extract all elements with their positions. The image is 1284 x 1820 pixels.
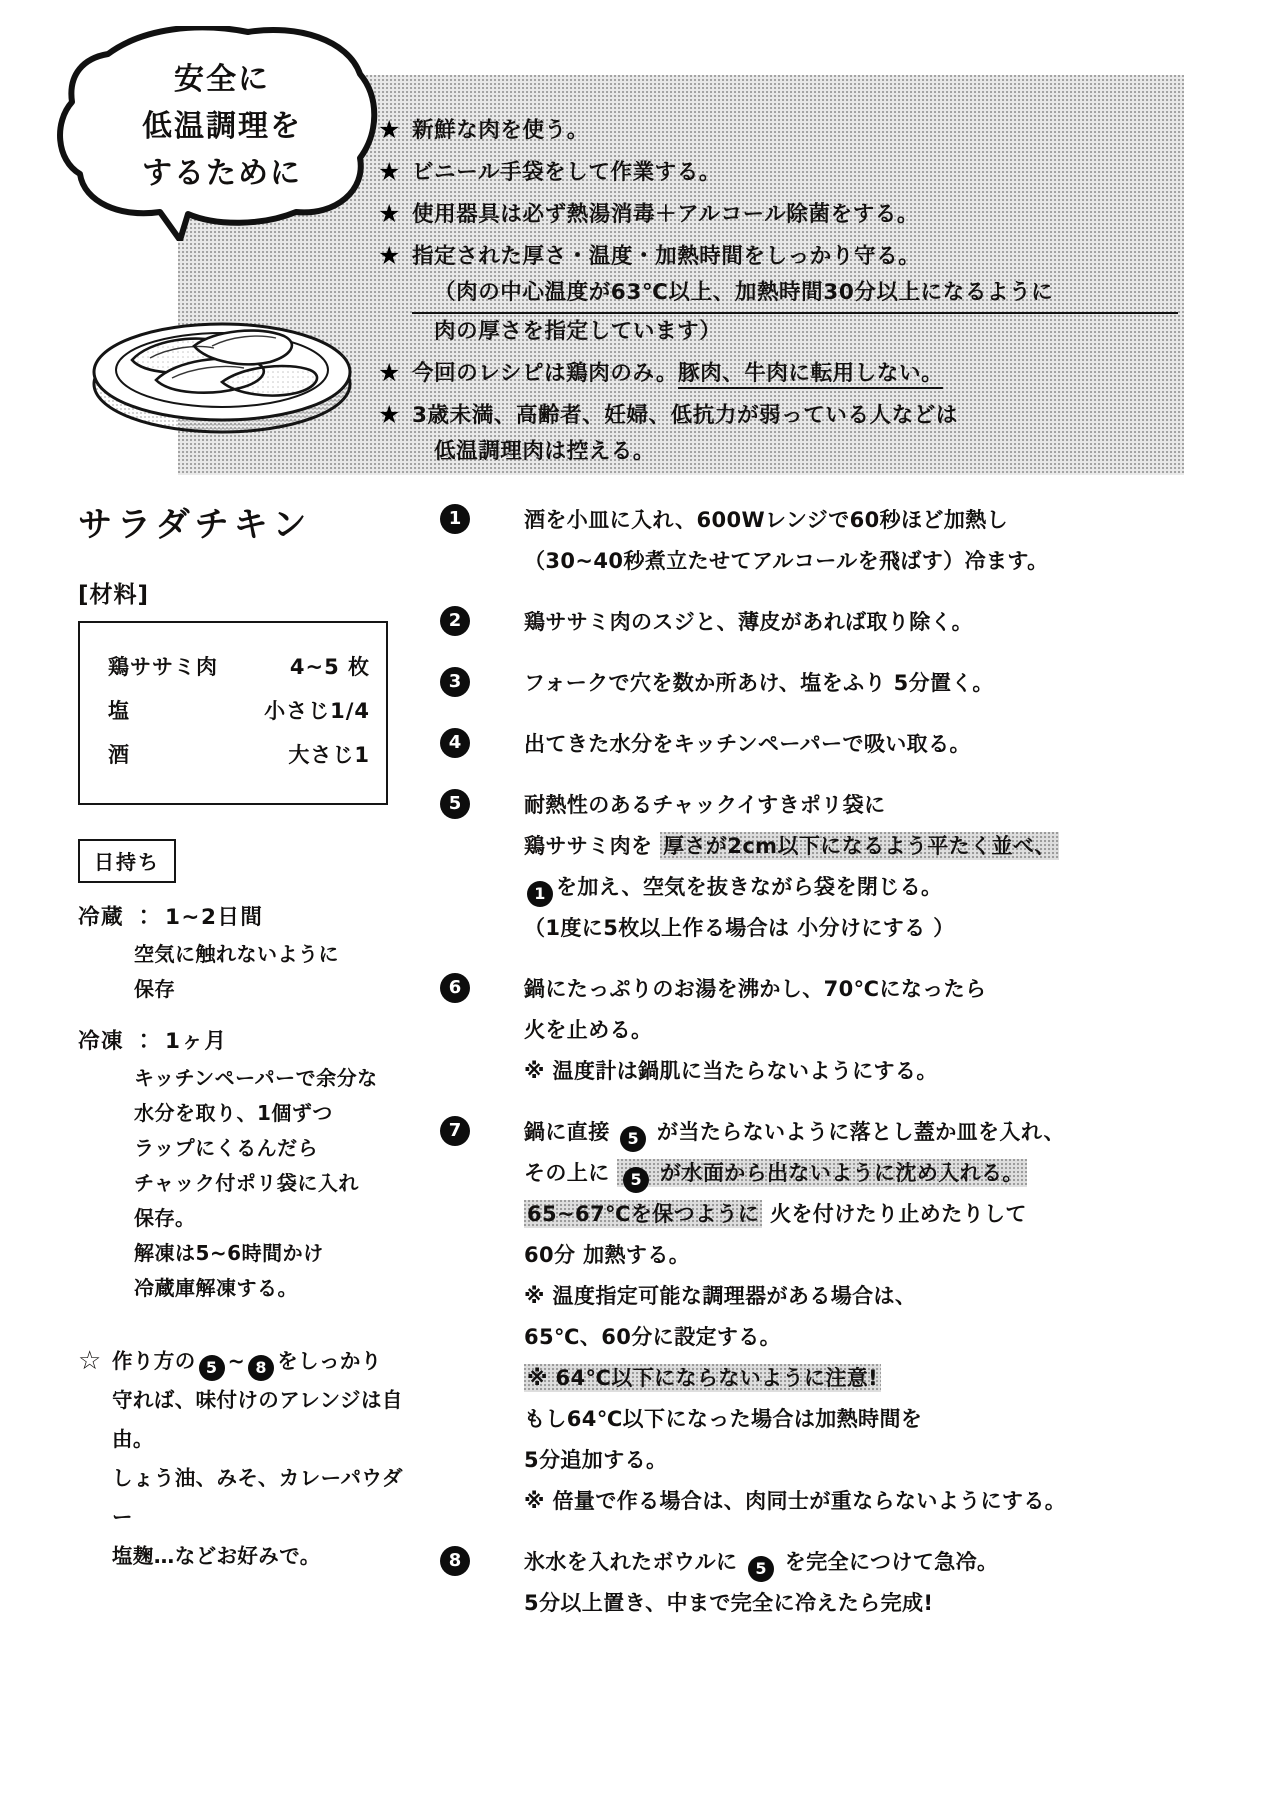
step-line: 5分以上置き、中まで完全に冷えたら完成! (524, 1591, 934, 1615)
seasoning-tip-line: 守れば、味付けのアレンジは自由。 (112, 1388, 403, 1451)
recipe-step (440, 1112, 1240, 1522)
star-outline-icon: ☆ (78, 1346, 102, 1376)
ingredient-quantity: 小さじ1/4 (264, 699, 370, 723)
star-icon: ★ (378, 199, 401, 228)
step-text (524, 500, 1240, 582)
star-icon: ★ (378, 358, 401, 387)
storage-entry-head: 冷凍 ： 1ヶ月 (78, 1029, 228, 1054)
storage-entry-line: キッチンペーパーで余分な (134, 1066, 378, 1090)
step-line: その上に 5 が水面から出ないように沈め入れる。 (524, 1153, 1240, 1194)
speech-bubble (48, 26, 378, 241)
recipe-step (440, 1542, 1240, 1624)
step-number (440, 500, 524, 534)
step-number-badge: 5 (199, 1355, 225, 1381)
speech-bubble-text (48, 26, 378, 226)
highlighted-text: 5 が水面から出ないように沈め入れる。 (617, 1159, 1027, 1187)
step-line (524, 1358, 1240, 1399)
storage-entry-line: 水分を取り、1個ずつ (134, 1101, 333, 1125)
seasoning-tip-line: 作り方の 5 ~ 8 をしっかり (112, 1342, 418, 1381)
step-line: （30~40秒煮立たせてアルコールを飛ばす）冷ます。 (524, 549, 1049, 573)
safety-bullet (378, 356, 1178, 392)
ingredient-name: 酒 (108, 743, 130, 767)
storage-entry-line: ラップにくるんだら (134, 1136, 319, 1160)
recipe-step (440, 785, 1240, 949)
storage-entry (78, 899, 418, 1007)
step-line: 鶏ササミ肉を 厚さが2cm以下になるよう平たく並べ、 (524, 826, 1240, 867)
step-text (524, 785, 1240, 949)
safety-bullet-sub: （肉の中心温度が63℃以上、加熱時間30分以上になるように (412, 275, 1178, 314)
storage-entry-line: チャック付ポリ袋に入れ (134, 1171, 359, 1195)
ingredients-label: [材料] (78, 582, 150, 608)
safety-bullet-text (412, 356, 1178, 392)
storage-entry (78, 1023, 418, 1306)
ingredient-row (80, 645, 386, 689)
safety-bullet (378, 155, 1178, 191)
safety-bullet-sub: 低温調理肉は控える。 (434, 439, 656, 464)
step-line: 1 を加え、空気を抜きながら袋を閉じる。 (524, 867, 1240, 908)
step-line: （1度に5枚以上作る場合は 小分けにする ） (524, 916, 955, 940)
step-number-badge: 5 (623, 1167, 649, 1193)
safety-bullet-sub2: 肉の厚さを指定しています） (434, 319, 722, 344)
step-line: 鍋に直接 5 が当たらないように落とし蓋か皿を入れ、 (524, 1112, 1240, 1153)
step-line: ※ 温度指定可能な調理器がある場合は、 (524, 1284, 917, 1308)
step-line: 5分追加する。 (524, 1448, 668, 1472)
speech-bubble-line: 安全に (174, 61, 270, 97)
step-text (524, 1112, 1240, 1522)
seasoning-tip-text (112, 1342, 418, 1576)
ingredient-row (80, 689, 386, 733)
chicken-on-plate-icon (72, 276, 372, 441)
recipe-step (440, 663, 1240, 704)
safety-bullet-main: 使用器具は必ず熱湯消毒＋アルコール除菌をする。 (412, 202, 920, 227)
recipe-title: サラダチキン (78, 505, 312, 545)
safety-bullet-list (378, 113, 1178, 476)
seasoning-tip-line: 塩麹…などお好みで。 (112, 1544, 321, 1568)
safety-bullet-main: 新鮮な肉を使う。 (412, 118, 589, 143)
step-number-badge: 8 (440, 1546, 470, 1576)
step-text (524, 969, 1240, 1092)
step-number-badge: 6 (440, 973, 470, 1003)
star-icon: ★ (378, 400, 401, 429)
step-number-badge: 3 (440, 667, 470, 697)
safety-bullet (378, 197, 1178, 233)
speech-bubble-line: 低温調理を (142, 108, 302, 144)
safety-bullet-text (412, 239, 1178, 350)
ingredient-quantity: 大さじ1 (288, 743, 370, 767)
step-line: もし64℃以下になった場合は加熱時間を (524, 1407, 923, 1431)
step-line: 出てきた水分をキッチンペーパーで吸い取る。 (524, 732, 971, 756)
storage-entry-head: 冷蔵 ： 1~2日間 (78, 905, 264, 930)
step-number-badge: 1 (440, 504, 470, 534)
step-line: 火を止める。 (524, 1018, 653, 1042)
step-line: 氷水を入れたボウルに 5 を完全につけて急冷。 (524, 1542, 1240, 1583)
storage-list (78, 899, 418, 1306)
safety-bullet-text (412, 398, 1178, 470)
safety-bullet-text (412, 155, 1178, 191)
underlined-warning: 豚肉、牛肉に転用しない。 (678, 361, 943, 389)
ingredients-box (78, 621, 388, 805)
step-line: 鶏ササミ肉のスジと、薄皮があれば取り除く。 (524, 610, 973, 634)
highlighted-text: ※ 64℃以下にならないように注意! (524, 1364, 881, 1392)
step-line: 65~67℃を保つように 火を付けたり止めたりして (524, 1194, 1240, 1235)
seasoning-tip-line: しょう油、みそ、カレーパウダー (112, 1466, 403, 1529)
ingredient-quantity: 4~5 枚 (289, 655, 370, 679)
step-number-badge: 5 (620, 1126, 646, 1152)
step-line: 65℃、60分に設定する。 (524, 1325, 782, 1349)
ingredient-name: 鶏ササミ肉 (108, 655, 218, 679)
step-number-badge: 7 (440, 1116, 470, 1146)
safety-bullet-text (412, 113, 1178, 149)
safety-bullet-main: ビニール手袋をして作業する。 (412, 160, 721, 185)
step-number (440, 969, 524, 1003)
step-number (440, 602, 524, 636)
storage-entry-line: 解凍は5~6時間かけ (134, 1241, 324, 1265)
step-number-badge: 5 (748, 1556, 774, 1582)
steps-column (440, 500, 1240, 1644)
step-text (524, 602, 1240, 643)
step-number-badge: 1 (527, 881, 553, 907)
highlighted-text: 厚さが2cm以下になるよう平たく並べ、 (660, 832, 1059, 860)
step-line: フォークで穴を数か所あけ、塩をふり 5分置く。 (524, 671, 994, 695)
step-line: 耐熱性のあるチャックイすきポリ袋に (524, 793, 886, 817)
ingredient-row (80, 733, 386, 777)
star-icon: ★ (378, 241, 401, 270)
step-line: 酒を小皿に入れ、600Wレンジで60秒ほど加熱し (524, 508, 1009, 532)
step-number (440, 663, 524, 697)
step-line: ※ 倍量で作る場合は、肉同士が重ならないようにする。 (524, 1489, 1067, 1513)
step-number (440, 1112, 524, 1146)
star-icon: ★ (378, 157, 401, 186)
step-number (440, 1542, 524, 1576)
safety-bullet (378, 239, 1178, 350)
step-number-badge: 8 (248, 1355, 274, 1381)
step-number-badge: 2 (440, 606, 470, 636)
recipe-step (440, 724, 1240, 765)
storage-entry-line: 保存。 (134, 1206, 196, 1230)
star-icon: ★ (378, 115, 401, 144)
recipe-step (440, 500, 1240, 582)
highlighted-text: 65~67℃を保つように (524, 1200, 762, 1228)
speech-bubble-line: するために (142, 155, 302, 191)
step-text (524, 663, 1240, 704)
step-line: ※ 温度計は鍋肌に当たらないようにする。 (524, 1059, 938, 1083)
seasoning-tip (78, 1342, 418, 1576)
storage-entry-line: 冷蔵庫解凍する。 (134, 1276, 298, 1300)
safety-bullet-main: 指定された厚さ・温度・加熱時間をしっかり守る。 (412, 244, 921, 269)
storage-tag: 日持ち (78, 839, 176, 883)
safety-bullet (378, 113, 1178, 149)
left-column (78, 500, 418, 1576)
step-line: 鍋にたっぷりのお湯を沸かし、70℃になったら (524, 977, 987, 1001)
storage-entry-line: 空気に触れないように (134, 942, 339, 966)
step-number (440, 724, 524, 758)
step-text (524, 1542, 1240, 1624)
ingredient-name: 塩 (108, 699, 130, 723)
safety-bullet (378, 398, 1178, 470)
safety-bullet-main: 3歳未満、高齢者、妊婦、低抗力が弱っている人などは (412, 403, 958, 428)
step-number-badge: 4 (440, 728, 470, 758)
recipe-step (440, 602, 1240, 643)
safety-bullet-main: 今回のレシピは鶏肉のみ。豚肉、牛肉に転用しない。 (412, 361, 943, 389)
step-text (524, 724, 1240, 765)
step-number-badge: 5 (440, 789, 470, 819)
step-number (440, 785, 524, 819)
step-line: 60分 加熱する。 (524, 1243, 691, 1267)
safety-bullet-text (412, 197, 1178, 233)
recipe-step (440, 969, 1240, 1092)
storage-entry-line: 保存 (134, 977, 175, 1001)
